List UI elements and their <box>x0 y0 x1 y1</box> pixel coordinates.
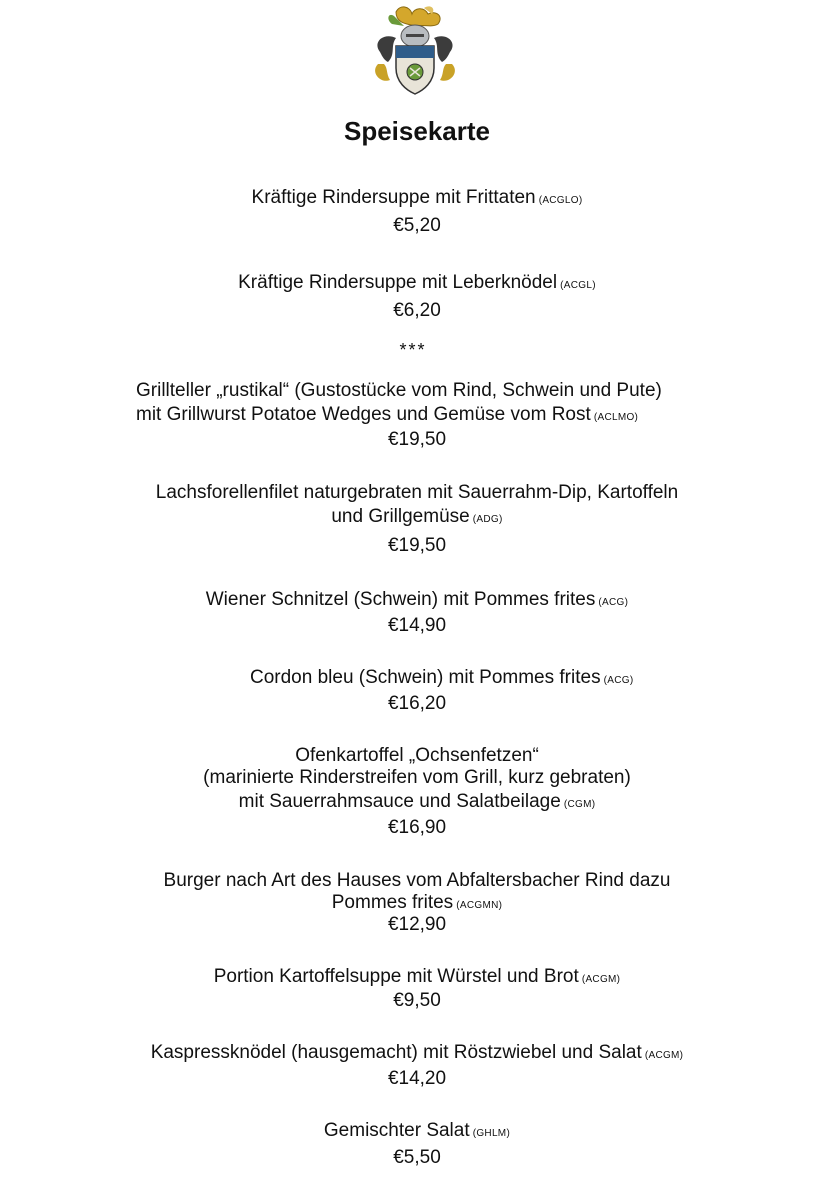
menu-item-price: €5,50 <box>393 1147 441 1168</box>
menu-item-name: Kräftige Rindersuppe mit Leberknödel <box>238 272 558 293</box>
coat-of-arms-icon <box>366 2 464 100</box>
menu-item-line <box>0 767 834 789</box>
menu-item-line <box>0 272 834 297</box>
allergen-codes: (ACGM) <box>641 1050 684 1061</box>
menu-item-price: €5,20 <box>393 215 441 236</box>
allergen-codes: (ACGLO) <box>535 195 583 206</box>
menu-item-name: Ofenkartoffel „Ochsenfetzen“ <box>295 745 539 766</box>
menu-item-name: mit Sauerrahmsauce und Salatbeilage <box>238 791 561 812</box>
allergen-codes: (ACG) <box>595 597 629 608</box>
menu-item-name: Cordon bleu (Schwein) mit Pommes frites <box>250 667 601 688</box>
menu-item-line <box>136 404 638 429</box>
menu-item-name: Portion Kartoffelsuppe mit Würstel und Brot <box>213 966 579 987</box>
menu-item-line <box>0 187 834 212</box>
menu-item-line <box>0 1120 834 1145</box>
menu-item-price: €6,20 <box>393 300 441 321</box>
menu-item-price: €19,50 <box>387 535 447 556</box>
menu-item-price: €12,90 <box>387 914 447 935</box>
menu-item-price: €14,20 <box>387 1068 447 1089</box>
menu-item-name: Gemischter Salat <box>323 1120 470 1141</box>
allergen-codes: (CGM) <box>560 799 596 810</box>
allergen-codes: (ACLMO) <box>590 412 639 423</box>
menu-item-name: Burger nach Art des Hauses vom Abfaltersbacher Rind dazu <box>163 870 671 891</box>
menu-item-name: mit Grillwurst Potatoe Wedges und Gemüse vom Rost <box>136 404 591 425</box>
menu-item-price: €16,90 <box>387 817 447 838</box>
course-separator: *** <box>399 340 427 360</box>
allergen-codes: (ADG) <box>469 514 503 525</box>
menu-item-line <box>0 966 834 991</box>
menu-item-price: €19,50 <box>387 429 447 450</box>
menu-item-line <box>0 1042 834 1067</box>
allergen-codes: (ACG) <box>600 675 634 686</box>
menu-item-price: €16,20 <box>387 693 447 714</box>
menu-item-line <box>0 870 834 892</box>
menu-item-name: (marinierte Rinderstreifen vom Grill, kurz gebraten) <box>203 767 631 788</box>
menu-item-line <box>136 380 662 402</box>
allergen-codes: (ACGM) <box>578 974 621 985</box>
menu-item-price: €9,50 <box>393 990 441 1011</box>
menu-item-name: und Grillgemüse <box>331 506 470 527</box>
menu-item-name: Kräftige Rindersuppe mit Frittaten <box>251 187 536 208</box>
menu-item-line <box>0 791 834 816</box>
menu-item-line <box>250 667 634 692</box>
allergen-codes: (ACGL) <box>557 280 596 291</box>
menu-item-line <box>0 745 834 767</box>
menu-item-name: Pommes frites <box>331 892 454 913</box>
menu-item-name: Wiener Schnitzel (Schwein) mit Pommes frites <box>205 589 596 610</box>
menu-item-name: Lachsforellenfilet naturgebraten mit Sauerrahm-Dip, Kartoffeln <box>155 482 679 503</box>
page-title: Speisekarte <box>344 116 490 146</box>
menu-item-name: Grillteller „rustikal“ (Gustostücke vom Rind, Schwein und Pute) <box>136 380 662 401</box>
menu-item-price: €14,90 <box>387 615 447 636</box>
menu-item-line <box>0 506 834 531</box>
menu-item-line <box>0 482 834 504</box>
allergen-codes: (ACGMN) <box>453 900 503 911</box>
menu-item-line <box>0 589 834 614</box>
menu-item-name: Kaspressknödel (hausgemacht) mit Röstzwiebel und Salat <box>150 1042 642 1063</box>
allergen-codes: (GHLM) <box>469 1128 511 1139</box>
